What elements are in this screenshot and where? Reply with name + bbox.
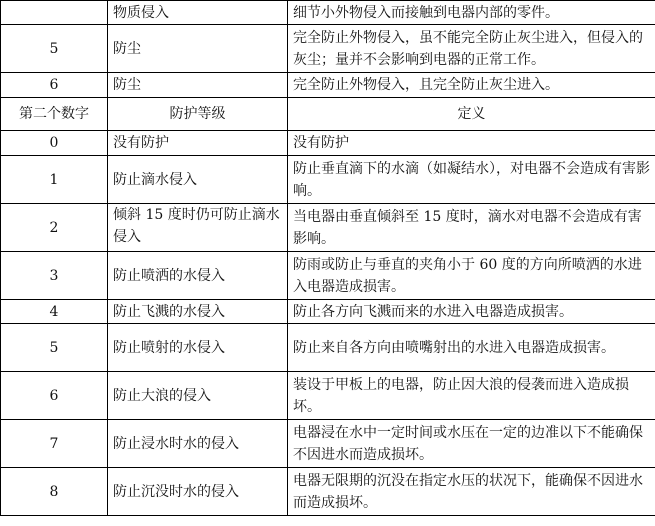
protection-level-cell: 防止飞溅的水侵入 (108, 300, 288, 324)
table-row (1, 73, 655, 98)
table-row (1, 1, 655, 25)
definition-cell: 防雨或防止与垂直的夹角小于 60 度的方向所喷洒的水进入电器造成损害。 (288, 252, 655, 300)
table-row (1, 252, 655, 300)
definition-cell: 细节小外物侵入而接触到电器内部的零件。 (288, 1, 655, 25)
header-digit-cell: 第二个数字 (1, 98, 108, 131)
digit-cell: 6 (1, 372, 108, 420)
protection-level-cell: 防止喷射的水侵入 (108, 324, 288, 372)
definition-cell: 没有防护 (288, 131, 655, 156)
digit-cell: 1 (1, 156, 108, 204)
protection-level-cell: 防止滴水侵入 (108, 156, 288, 204)
header-definition-cell: 定义 (288, 98, 655, 131)
table-row (1, 204, 655, 252)
digit-cell: 3 (1, 252, 108, 300)
protection-level-cell: 防止喷洒的水侵入 (108, 252, 288, 300)
protection-level-cell: 没有防护 (108, 131, 288, 156)
header-row (1, 98, 655, 131)
table-row (1, 25, 655, 73)
definition-cell: 防止垂直滴下的水滴（如凝结水），对电器不会造成有害影响。 (288, 156, 655, 204)
definition-cell: 防止来自各方向由喷嘴射出的水进入电器造成损害。 (288, 324, 655, 372)
definition-cell: 完全防止外物侵入，虽不能完全防止灰尘进入，但侵入的灰尘；量并不会影响到电器的正常工作。 (288, 25, 655, 73)
table-row (1, 372, 655, 420)
digit-cell: 7 (1, 420, 108, 468)
table-row (1, 324, 655, 372)
protection-level-cell: 防止沉没时水的侵入 (108, 468, 288, 516)
definition-cell: 装设于甲板上的电器，防止因大浪的侵袭而进入造成损坏。 (288, 372, 655, 420)
table-row (1, 420, 655, 468)
digit-cell (1, 1, 108, 25)
definition-cell: 当电器由垂直倾斜至 15 度时，滴水对电器不会造成有害影响。 (288, 204, 655, 252)
protection-level-cell: 防尘 (108, 73, 288, 98)
digit-cell: 5 (1, 324, 108, 372)
digit-cell: 6 (1, 73, 108, 98)
table-row (1, 156, 655, 204)
digit-cell: 8 (1, 468, 108, 516)
table-row (1, 131, 655, 156)
protection-level-cell: 倾斜 15 度时仍可防止滴水侵入 (108, 204, 288, 252)
table-row (1, 468, 655, 516)
table-row (1, 300, 655, 324)
protection-level-cell: 防止浸水时水的侵入 (108, 420, 288, 468)
definition-cell: 防止各方向飞溅而来的水进入电器造成损害。 (288, 300, 655, 324)
protection-level-cell: 防止大浪的侵入 (108, 372, 288, 420)
protection-level-cell: 防尘 (108, 25, 288, 73)
digit-cell: 5 (1, 25, 108, 73)
definition-cell: 电器浸在水中一定时间或水压在一定的边准以下不能确保不因进水而造成损坏。 (288, 420, 655, 468)
header-level-cell: 防护等级 (108, 98, 288, 131)
digit-cell: 0 (1, 131, 108, 156)
digit-cell: 4 (1, 300, 108, 324)
definition-cell: 电器无限期的沉没在指定水压的状况下，能确保不因进水而造成损坏。 (288, 468, 655, 516)
definition-cell: 完全防止外物侵入，且完全防止灰尘进入。 (288, 73, 655, 98)
digit-cell: 2 (1, 204, 108, 252)
protection-level-cell: 物质侵入 (108, 1, 288, 25)
